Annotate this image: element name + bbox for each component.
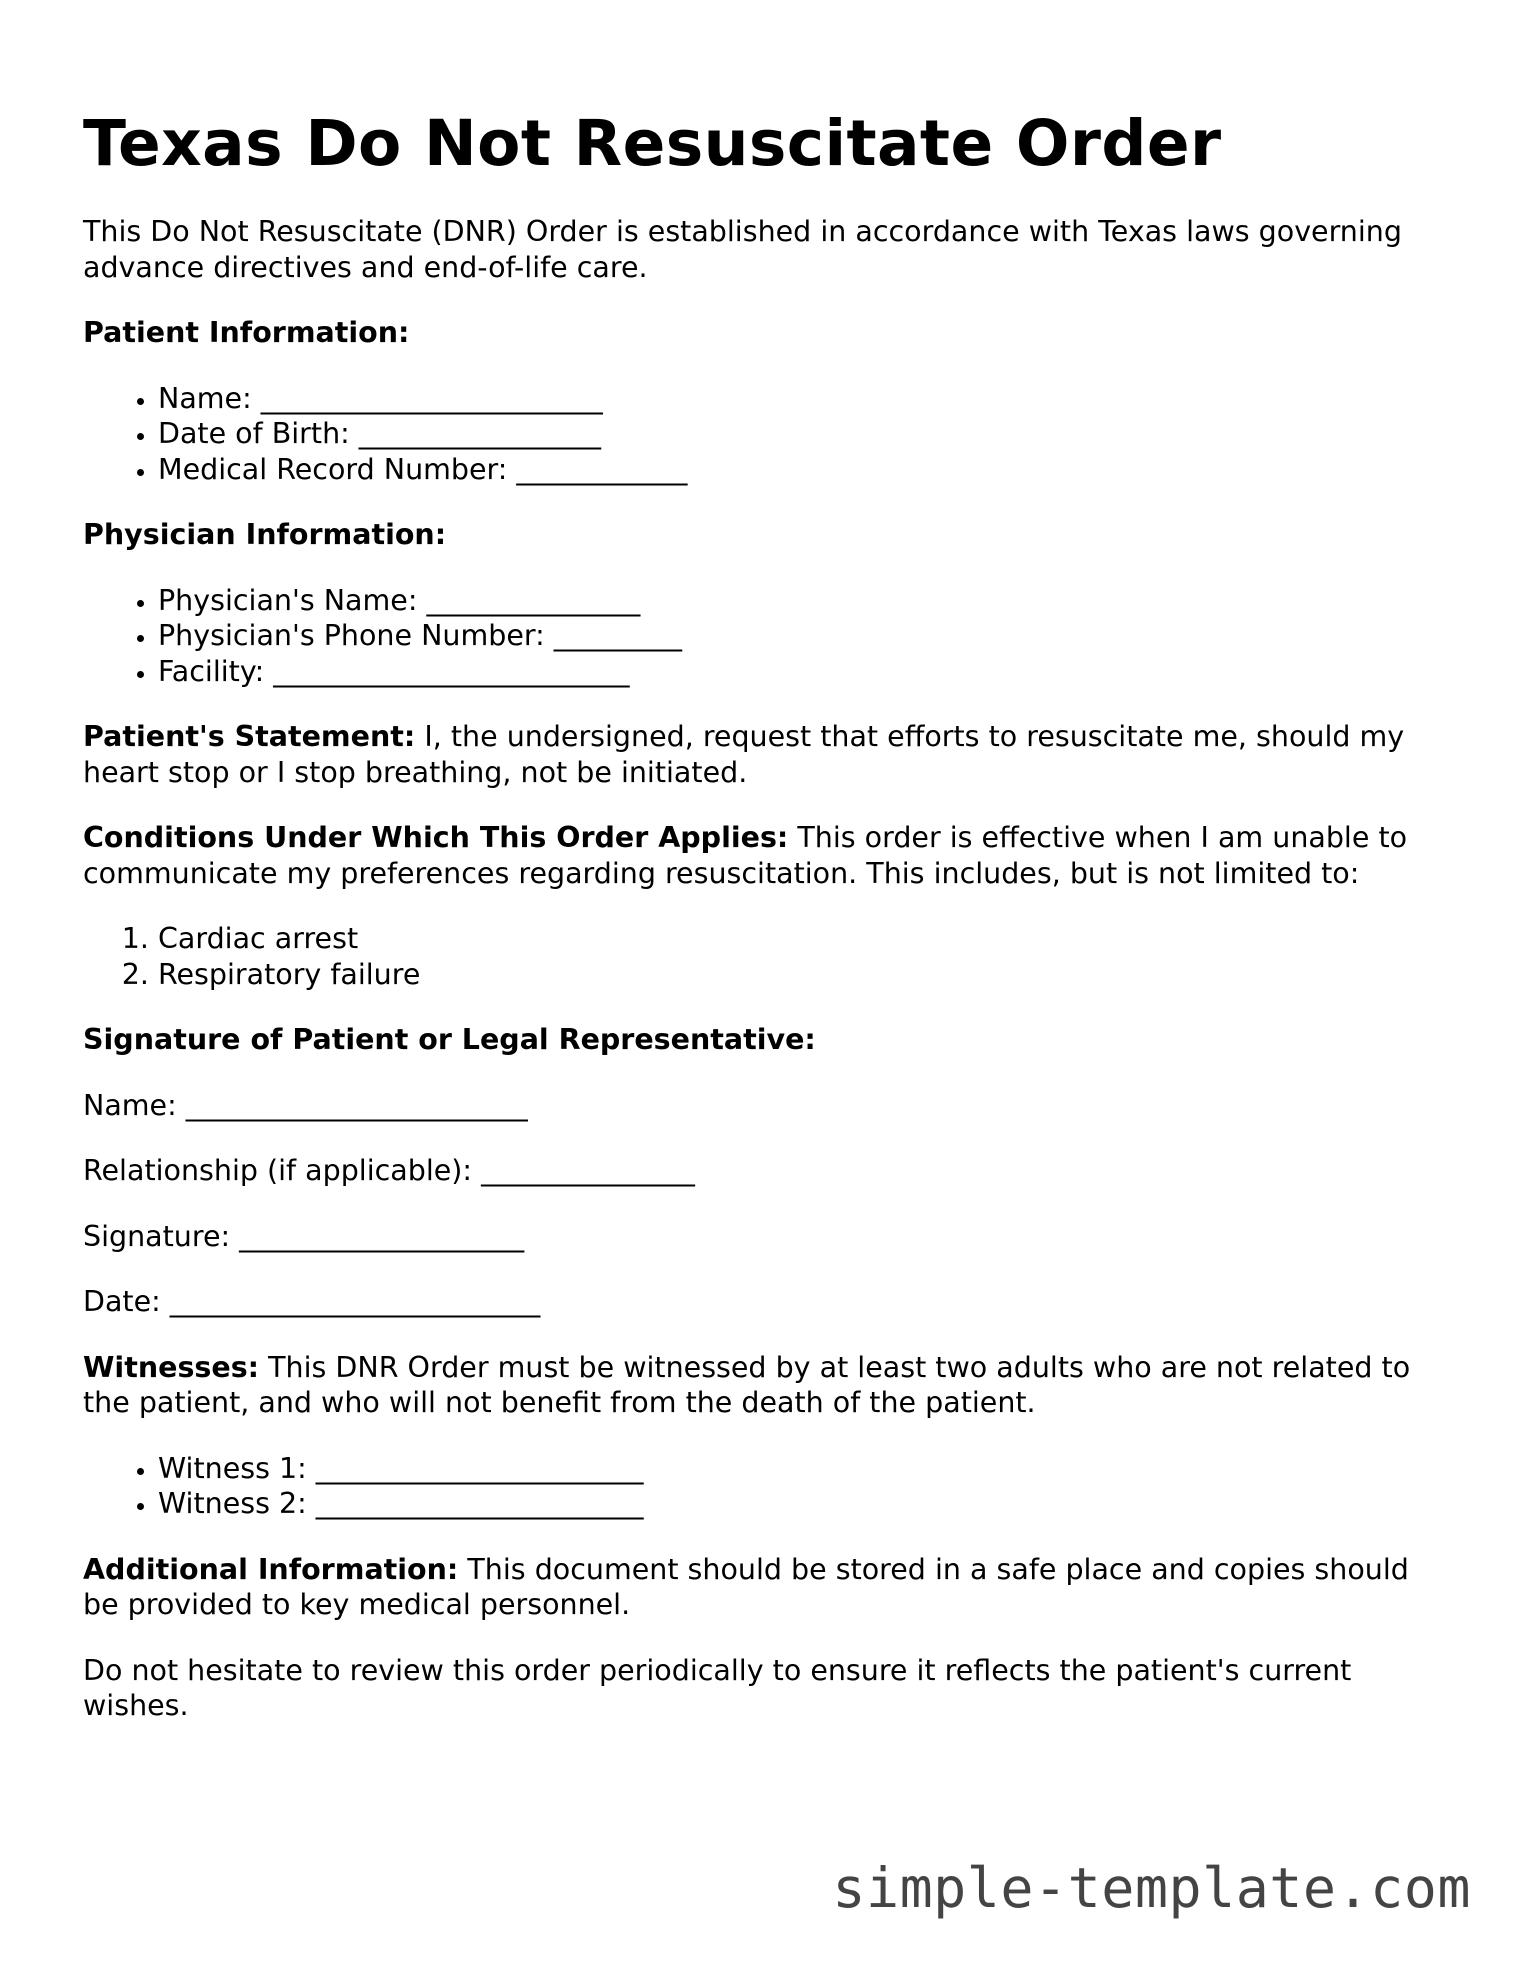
facility-field: • Facility: _________________________ xyxy=(158,654,1443,690)
witnesses-label: Witnesses: xyxy=(83,1350,260,1384)
witnesses-list xyxy=(83,1451,1443,1522)
physician-name-field: • Physician's Name: _______________ xyxy=(158,583,1443,619)
page-title: Texas Do Not Resuscitate Order xyxy=(83,107,1222,180)
witness-1-field: • Witness 1: _______________________ xyxy=(158,1451,1443,1487)
medical-record-number-field: • Medical Record Number: ____________ xyxy=(158,452,1443,488)
footer-watermark: simple-template.com xyxy=(832,1856,1471,1920)
witnesses-paragraph xyxy=(83,1350,1443,1421)
patient-statement-label: Patient's Statement: xyxy=(83,720,416,753)
signature-heading: Signature of Patient or Legal Representative: xyxy=(83,1023,816,1056)
conditions-text: This order is effective when I am unable to communicate my preferences regarding resuscitation. This includes, but is not limited to: xyxy=(83,821,1408,890)
signature-date-field: Date: __________________________ xyxy=(83,1285,541,1318)
conditions-label: Conditions Under Which This Order Applies: xyxy=(83,821,789,854)
additional-info-text: This document should be stored in a safe place and copies should be provided to key medical personnel. xyxy=(83,1552,1409,1621)
witnesses-text: This DNR Order must be witnessed by at least two adults who are not related to the patient, and who will not benefit from the death of the patient. xyxy=(83,1350,1411,1419)
signature-field: Signature: ____________________ xyxy=(83,1219,525,1253)
physician-phone-field: • Physician's Phone Number: _________ xyxy=(158,618,1443,654)
additional-info-label: Additional Information: xyxy=(83,1552,459,1586)
physician-info-list xyxy=(83,583,1443,690)
patient-name-field: • Name: ________________________ xyxy=(158,381,1443,417)
condition-item: 1. Cardiac arrest xyxy=(158,921,1443,957)
condition-item: 2. Respiratory failure xyxy=(158,957,1443,993)
signature-relationship-field: Relationship (if applicable): _______________ xyxy=(83,1154,695,1187)
document-body xyxy=(83,214,1443,1754)
patient-info-heading: Patient Information: xyxy=(83,316,410,349)
closing-paragraph: Do not hesitate to review this order periodically to ensure it reflects the patient's current wishes. xyxy=(83,1653,1352,1722)
witness-2-field: • Witness 2: _______________________ xyxy=(158,1486,1443,1522)
patient-info-list xyxy=(83,381,1443,488)
signature-name-field: Name: ________________________ xyxy=(83,1088,528,1122)
conditions-list xyxy=(83,921,1443,992)
physician-info-heading: Physician Information: xyxy=(83,518,447,551)
patient-statement-paragraph xyxy=(83,719,1443,790)
intro-paragraph: This Do Not Resuscitate (DNR) Order is established in accordance with Texas laws governing advance directives and end-of-life care. xyxy=(83,215,1402,284)
additional-info-paragraph xyxy=(83,1552,1443,1623)
patient-dob-field: • Date of Birth: _________________ xyxy=(158,416,1443,452)
patient-statement-text: I, the undersigned, request that efforts to resuscitate me, should my heart stop or I stop breathing, not be initiated. xyxy=(83,720,1405,789)
conditions-paragraph xyxy=(83,820,1443,891)
